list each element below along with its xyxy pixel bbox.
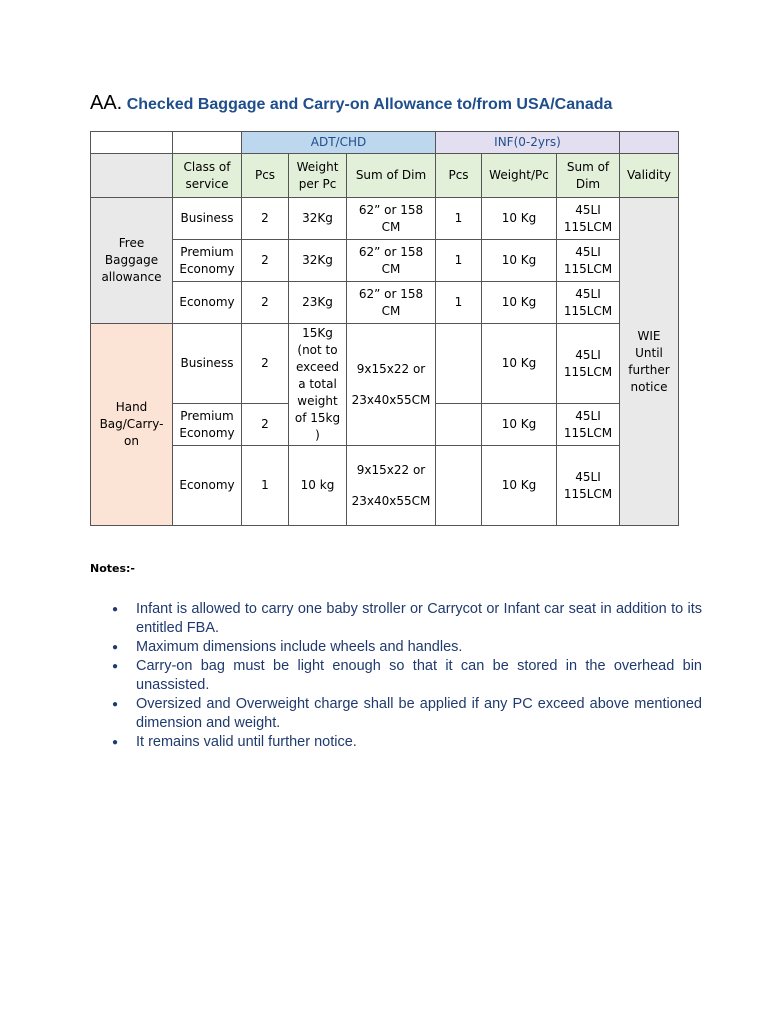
list-item (112, 657, 702, 695)
column-header-row (91, 154, 679, 198)
economy-dim-line1: 9x15x22 or (356, 462, 426, 477)
weight-cell: 32Kg (289, 198, 347, 240)
table-row (91, 324, 679, 404)
infant-pcs-cell-empty (436, 324, 482, 404)
pcs-header: Pcs (242, 154, 289, 198)
sum-of-dim-header: Sum of Dim (347, 154, 436, 198)
infant-pcs-cell-empty (436, 446, 482, 526)
notes-list (112, 600, 702, 752)
note-text: Carry-on bag must be light enough so that it can be stored in the overhead bin unassisted. (136, 658, 702, 693)
infant-group-header: INF(0-2yrs) (436, 132, 620, 154)
empty-corner-cell (91, 132, 173, 154)
note-text: Oversized and Overweight charge shall be applied if any PC exceed above mentioned dimension and weight. (136, 696, 702, 731)
adult-child-group-header: ADT/CHD (242, 132, 436, 154)
bullet-icon: ● (112, 604, 119, 615)
bullet-icon: ● (112, 699, 119, 710)
hand-bag-dim-line1: 9x15x22 or (356, 361, 426, 376)
pcs-cell: 1 (242, 446, 289, 526)
list-item (112, 600, 702, 638)
table-row (91, 446, 679, 526)
infant-sum-dim-cell: 45LI 115LCM (557, 324, 620, 404)
title-text: Checked Baggage and Carry-on Allowance to/from USA/Canada (126, 96, 613, 113)
empty-category-header-cell (91, 154, 173, 198)
sum-dim-cell (347, 446, 436, 526)
validity-header: Validity (620, 154, 679, 198)
class-cell: Business (173, 198, 242, 240)
hand-bag-weight-cell: 15Kg (not to exceed a total weight of 15kg ) (289, 324, 347, 446)
infant-sum-dim-cell: 45LI 115LCM (557, 282, 620, 324)
class-cell: Premium Economy (173, 240, 242, 282)
class-cell: Premium Economy (173, 404, 242, 446)
infant-weight-cell: 10 Kg (482, 404, 557, 446)
infant-sum-dim-cell: 45LI 115LCM (557, 404, 620, 446)
validity-cell: WIE Until further notice (620, 198, 679, 526)
title-prefix: AA. (90, 92, 123, 114)
weight-cell: 23Kg (289, 282, 347, 324)
page-title (90, 92, 612, 115)
infant-pcs-header: Pcs (436, 154, 482, 198)
empty-class-header-cell (173, 132, 242, 154)
table-row (91, 282, 679, 324)
infant-sum-dim-cell: 45LI 115LCM (557, 446, 620, 526)
economy-dim-line2: 23x40x55CM (351, 493, 431, 508)
infant-pcs-cell: 1 (436, 198, 482, 240)
baggage-allowance-table (90, 131, 679, 526)
pcs-cell: 2 (242, 404, 289, 446)
infant-sum-dim-cell: 45LI 115LCM (557, 198, 620, 240)
pcs-cell: 2 (242, 198, 289, 240)
infant-weight-cell: 10 Kg (482, 324, 557, 404)
pcs-cell: 2 (242, 240, 289, 282)
weight-cell: 10 kg (289, 446, 347, 526)
sum-dim-cell: 62” or 158 CM (347, 198, 436, 240)
weight-per-pc-header: Weight per Pc (289, 154, 347, 198)
infant-weight-cell: 10 Kg (482, 446, 557, 526)
infant-weight-cell: 10 Kg (482, 282, 557, 324)
class-cell: Economy (173, 446, 242, 526)
sum-dim-cell: 62” or 158 CM (347, 282, 436, 324)
bullet-icon: ● (112, 661, 119, 672)
infant-sum-dim-cell: 45LI 115LCM (557, 240, 620, 282)
infant-sum-of-dim-header: Sum of Dim (557, 154, 620, 198)
list-item (112, 695, 702, 733)
class-cell: Economy (173, 282, 242, 324)
class-cell: Business (173, 324, 242, 404)
infant-weight-header: Weight/Pc (482, 154, 557, 198)
free-baggage-label: Free Baggage allowance (91, 198, 173, 324)
infant-pcs-cell: 1 (436, 240, 482, 282)
group-header-row (91, 132, 679, 154)
list-item (112, 733, 702, 752)
pcs-cell: 2 (242, 282, 289, 324)
hand-bag-dim-line2: 23x40x55CM (351, 392, 431, 407)
empty-validity-group-cell (620, 132, 679, 154)
bullet-icon: ● (112, 642, 119, 653)
hand-bag-label: Hand Bag/Carry-on (91, 324, 173, 526)
table-row (91, 198, 679, 240)
infant-pcs-cell-empty (436, 404, 482, 446)
hand-bag-dim-cell (347, 324, 436, 446)
infant-weight-cell: 10 Kg (482, 198, 557, 240)
note-text: It remains valid until further notice. (136, 734, 357, 750)
note-text: Infant is allowed to carry one baby stroller or Carrycot or Infant car seat in addition to its entitled FBA. (136, 601, 702, 636)
note-text: Maximum dimensions include wheels and handles. (136, 639, 463, 655)
class-of-service-header: Class of service (173, 154, 242, 198)
weight-cell: 32Kg (289, 240, 347, 282)
sum-dim-cell: 62” or 158 CM (347, 240, 436, 282)
infant-weight-cell: 10 Kg (482, 240, 557, 282)
table-row (91, 240, 679, 282)
pcs-cell: 2 (242, 324, 289, 404)
infant-pcs-cell: 1 (436, 282, 482, 324)
list-item (112, 638, 702, 657)
bullet-icon: ● (112, 737, 119, 748)
notes-title: Notes:- (90, 562, 135, 575)
